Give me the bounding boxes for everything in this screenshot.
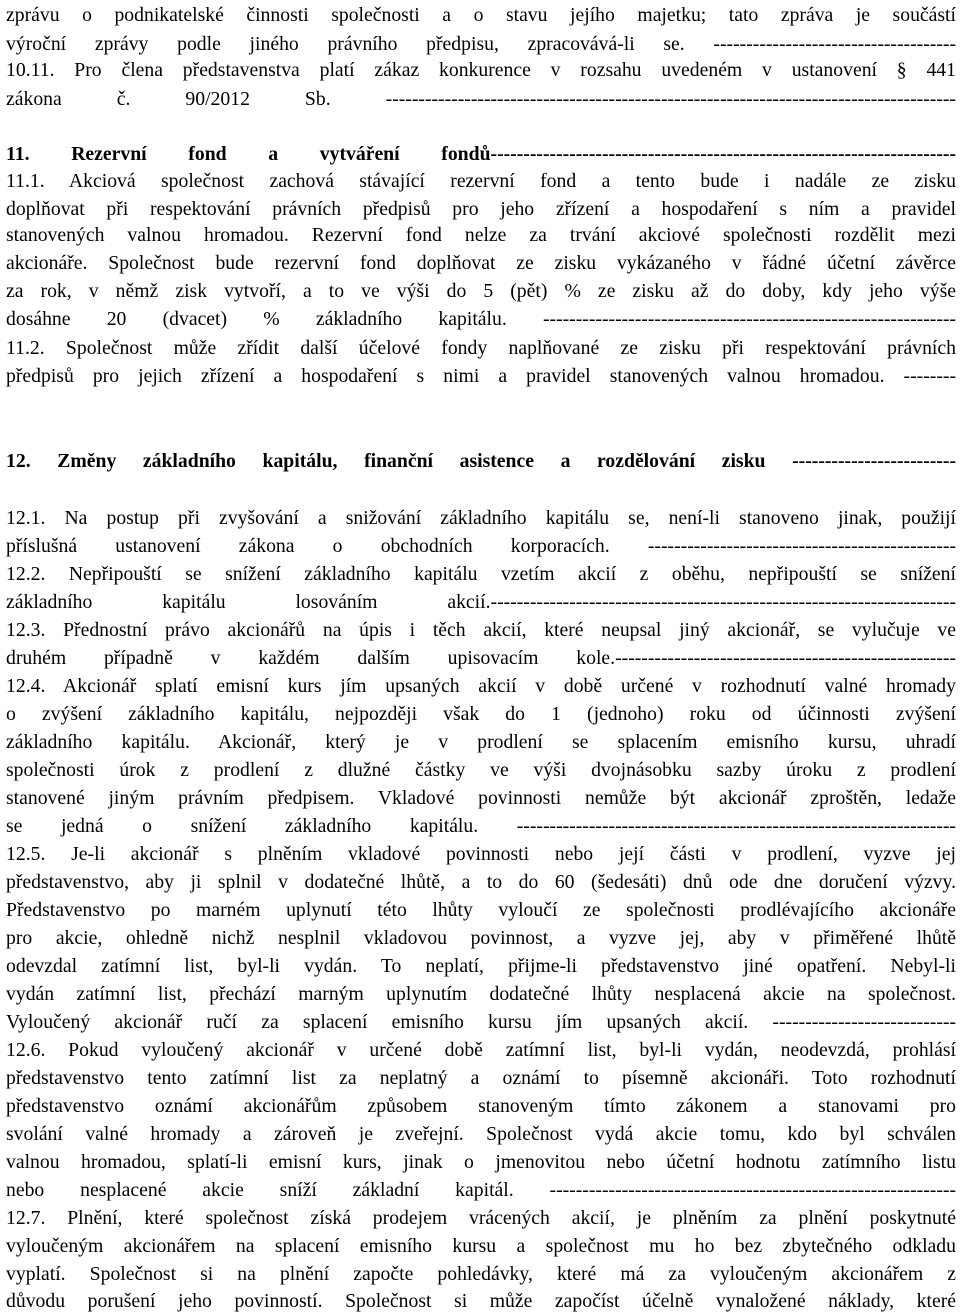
text-line: 11.1. Akciová společnost zachová stávající rezervní fond a tento bude i nadále ze zisku [6, 170, 956, 192]
text-line: za rok, v němž zisk vytvoří, a to ve výši do 5 (pět) % ze zisku až do doby, kdy jeho výše [6, 280, 956, 302]
text-line: pro akcie, ohledně nichž nesplnil vkladovou povinnost, a vyzve jej, aby v přiměřené lhůtě [6, 927, 956, 949]
text-line: společnosti úrok z prodlení z dlužné částky ve výši dvojnásobku sazby úroku z prodlení [6, 759, 956, 781]
section-heading: 11. Rezervní fond a vytváření fondů----------------------------------------------------------------------- [6, 143, 956, 165]
text-line: druhém případně v každém dalším upisovacím kole.---------------------------------------------------- [6, 647, 956, 669]
text-line: valnou hromadou, splatí-li emisní kurs, jinak o jmenovitou nebo účetní hodnotu zatímního listu [6, 1151, 956, 1173]
text-line: základního kapitálu. Akcionář, který je v prodlení se splacením emisního kursu, uhradí [6, 731, 956, 753]
text-line: základního kapitálu losováním akcií.----------------------------------------------------------------------- [6, 591, 956, 613]
text-line: vyloučeným akcionářem na splacení emisního kursu a společnost mu ho bez zbytečného odkladu [6, 1235, 956, 1257]
text-line: představenstvo, aby ji splnil v dodatečné lhůtě, a to do 60 (šedesáti) dnů ode dne doručení výzvy. [6, 871, 956, 893]
text-line: 12.2. Nepřipouští se snížení základního kapitálu vzetím akcií z oběhu, nepřipouští se snížení [6, 563, 956, 585]
section-heading: 12. Změny základního kapitálu, finanční asistence a rozdělování zisku ------------------------- [6, 450, 956, 472]
text-line: svolání valné hromady a zároveň je zveřejní. Společnost vydá akcie tomu, kdo byl schválen [6, 1123, 956, 1145]
text-line: nebo nesplacené akcie sníží základní kapitál. -------------------------------------------------------------- [6, 1179, 956, 1201]
text-line: 12.3. Přednostní právo akcionářů na úpis i těch akcií, které neupsal jiný akcionář, se vylučuje ve [6, 619, 956, 641]
text-line: stanovených valnou hromadou. Rezervní fond nelze za trvání akciové společnosti rozdělit mezi [6, 224, 956, 246]
text-line: 12.5. Je-li akcionář s plněním vkladové povinnosti nebo její části v prodlení, vyzve jej [6, 843, 956, 865]
text-line: představenstvo oznámí akcionářům způsobem stanoveným tímto zákonem a stanovami pro [6, 1095, 956, 1117]
text-line: zprávu o podnikatelské činnosti společnosti a o stavu jejího majetku; tato zpráva je součástí [6, 4, 956, 26]
text-line: o zvýšení základního kapitálu, nejpozději však do 1 (jednoho) roku od účinnosti zvýšení [6, 703, 956, 725]
text-line: 12.7. Plnění, které společnost získá prodejem vrácených akcií, je plněním za plnění poskytnuté [6, 1207, 956, 1229]
text-line: 12.1. Na postup při zvyšování a snižování základního kapitálu se, není-li stanoveno jinak, použijí [6, 507, 956, 529]
text-line: Představenstvo po marném uplynutí této lhůty vyloučí ze společnosti prodlévajícího akcionáře [6, 899, 956, 921]
text-line: představenstvo tento zatímní list za neplatný a oznámí to písemně akcionáři. Toto rozhodnutí [6, 1067, 956, 1089]
text-line: stanovené jiným právním předpisem. Vkladové povinnosti nemůže být akcionář zproštěn, ledaže [6, 787, 956, 809]
text-line: 12.4. Akcionář splatí emisní kurs jím upsaných akcií v době určené v rozhodnutí valné hromady [6, 675, 956, 697]
text-line: doplňovat při respektování právních předpisů pro jeho zřízení a hospodaření s ním a pravidel [6, 198, 956, 220]
text-line: 10.11. Pro člena představenstva platí zákaz konkurence v rozsahu uvedeném v ustanovení § 441 [6, 59, 956, 81]
text-line: 11.2. Společnost může zřídit další účelové fondy naplňované ze zisku při respektování právních [6, 337, 956, 359]
text-line: předpisů pro jejich zřízení a hospodaření s nimi a pravidel stanovených valnou hromadou. -------- [6, 365, 956, 387]
text-line: Vyloučený akcionář ručí za splacení emisního kursu jím upsaných akcií. ---------------------------- [6, 1011, 956, 1033]
document-page [6, 0, 956, 1316]
text-line: výroční zprávy podle jiného právního předpisu, zpracovává-li se. ------------------------------------- [6, 33, 956, 55]
text-line: odevzdal zatímní list, byl-li vydán. To neplatí, přijme-li představenstvo jiné opatření. Nebyl-li [6, 955, 956, 977]
text-line: se jedná o snížení základního kapitálu. ------------------------------------------------------------------- [6, 815, 956, 837]
text-line: důvodu porušení jeho povinností. Společnost si může započíst účelně vynaložené náklady, které [6, 1290, 956, 1312]
text-line: dosáhne 20 (dvacet) % základního kapitálu. --------------------------------------------------------------- [6, 308, 956, 330]
text-line: vyplatí. Společnost si na plnění započte pohledávky, které má za vyloučeným akcionářem z [6, 1263, 956, 1285]
text-line: příslušná ustanovení zákona o obchodních korporacích. ----------------------------------------------- [6, 535, 956, 557]
text-line: vydán zatímní list, přechází marným uplynutím dodatečné lhůty nesplacená akcie na společnost. [6, 983, 956, 1005]
text-line: akcionáře. Společnost bude rezervní fond doplňovat ze zisku vykázaného v řádné účetní závěrce [6, 252, 956, 274]
text-line: 12.6. Pokud vyloučený akcionář v určené době zatímní list, byl-li vydán, neodevzdá, prohlásí [6, 1039, 956, 1061]
text-line: zákona č. 90/2012 Sb. --------------------------------------------------------------------------------------- [6, 88, 956, 110]
